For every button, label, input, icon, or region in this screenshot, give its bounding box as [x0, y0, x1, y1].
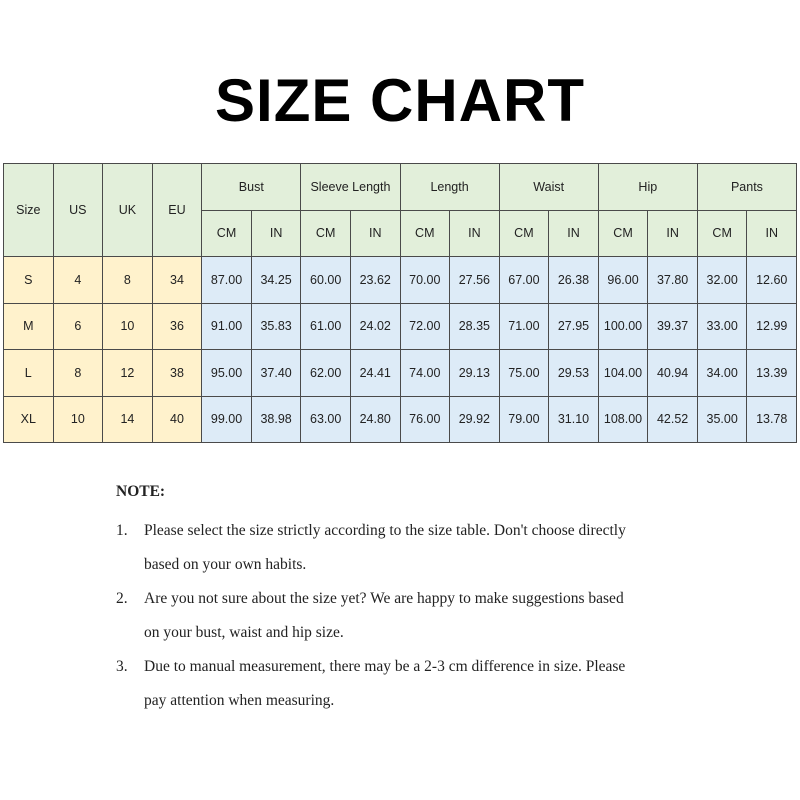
cell-value: 24.41	[350, 350, 400, 397]
cell-value: 35.00	[697, 396, 747, 443]
header-group-length: Length	[400, 164, 499, 211]
cell-value: 29.92	[450, 396, 500, 443]
note-line: based on your own habits.	[144, 556, 307, 573]
cell-value: 23.62	[350, 257, 400, 304]
cell-value: 13.78	[747, 396, 797, 443]
table-row	[4, 350, 797, 397]
cell-us: 10	[53, 396, 103, 443]
note-item	[116, 650, 716, 718]
unit-header-in: IN	[251, 210, 301, 257]
cell-value: 35.83	[251, 303, 301, 350]
unit-header-cm: CM	[301, 210, 351, 257]
cell-value: 29.13	[450, 350, 500, 397]
cell-value: 87.00	[202, 257, 252, 304]
cell-size: XL	[4, 396, 54, 443]
cell-value: 40.94	[648, 350, 698, 397]
notes-section	[116, 480, 716, 718]
cell-value: 27.56	[450, 257, 500, 304]
cell-value: 29.53	[549, 350, 599, 397]
header-group-hip: Hip	[598, 164, 697, 211]
cell-uk: 12	[103, 350, 153, 397]
unit-header-cm: CM	[400, 210, 450, 257]
header-eu: EU	[152, 164, 202, 257]
header-group-waist: Waist	[499, 164, 598, 211]
page-title: SIZE CHART	[215, 67, 585, 134]
cell-value: 33.00	[697, 303, 747, 350]
cell-value: 24.02	[350, 303, 400, 350]
header-group-pants: Pants	[697, 164, 796, 211]
cell-value: 100.00	[598, 303, 648, 350]
cell-value: 12.99	[747, 303, 797, 350]
cell-eu: 34	[152, 257, 202, 304]
cell-value: 37.40	[251, 350, 301, 397]
cell-eu: 36	[152, 303, 202, 350]
notes-title: NOTE:	[116, 483, 166, 500]
cell-value: 13.39	[747, 350, 797, 397]
cell-size: L	[4, 350, 54, 397]
header-group-bust: Bust	[202, 164, 301, 211]
unit-header-in: IN	[648, 210, 698, 257]
unit-header-in: IN	[747, 210, 797, 257]
cell-value: 31.10	[549, 396, 599, 443]
note-line: Due to manual measurement, there may be a 2-3 cm difference in size. Please	[144, 658, 626, 675]
note-line: Please select the size strictly according to the size table. Don't choose directly	[144, 522, 626, 539]
cell-size: M	[4, 303, 54, 350]
cell-value: 99.00	[202, 396, 252, 443]
cell-value: 67.00	[499, 257, 549, 304]
note-number: 1.	[116, 522, 128, 539]
cell-value: 76.00	[400, 396, 450, 443]
cell-value: 12.60	[747, 257, 797, 304]
cell-eu: 38	[152, 350, 202, 397]
cell-value: 71.00	[499, 303, 549, 350]
cell-value: 24.80	[350, 396, 400, 443]
header-uk: UK	[103, 164, 153, 257]
header-group-sleeve-length: Sleeve Length	[301, 164, 400, 211]
cell-value: 27.95	[549, 303, 599, 350]
cell-value: 63.00	[301, 396, 351, 443]
cell-us: 6	[53, 303, 103, 350]
cell-value: 108.00	[598, 396, 648, 443]
cell-value: 95.00	[202, 350, 252, 397]
table-row	[4, 396, 797, 443]
note-line: Are you not sure about the size yet? We are happy to make suggestions based	[144, 590, 624, 607]
table-row	[4, 257, 797, 304]
note-line: pay attention when measuring.	[144, 692, 335, 709]
cell-value: 62.00	[301, 350, 351, 397]
unit-header-cm: CM	[697, 210, 747, 257]
cell-eu: 40	[152, 396, 202, 443]
size-chart-table	[3, 163, 797, 443]
header-row	[4, 164, 797, 211]
cell-size: S	[4, 257, 54, 304]
cell-value: 32.00	[697, 257, 747, 304]
cell-value: 70.00	[400, 257, 450, 304]
cell-value: 75.00	[499, 350, 549, 397]
unit-header-in: IN	[350, 210, 400, 257]
note-item	[116, 514, 716, 582]
table-row	[4, 303, 797, 350]
cell-uk: 14	[103, 396, 153, 443]
unit-header-in: IN	[450, 210, 500, 257]
cell-uk: 10	[103, 303, 153, 350]
header-size: Size	[4, 164, 54, 257]
cell-value: 104.00	[598, 350, 648, 397]
note-number: 3.	[116, 658, 128, 675]
cell-value: 37.80	[648, 257, 698, 304]
cell-value: 79.00	[499, 396, 549, 443]
cell-value: 96.00	[598, 257, 648, 304]
cell-us: 8	[53, 350, 103, 397]
cell-value: 72.00	[400, 303, 450, 350]
cell-uk: 8	[103, 257, 153, 304]
cell-us: 4	[53, 257, 103, 304]
unit-header-in: IN	[549, 210, 599, 257]
header-us: US	[53, 164, 103, 257]
cell-value: 61.00	[301, 303, 351, 350]
note-item	[116, 582, 716, 650]
note-line: on your bust, waist and hip size.	[144, 624, 344, 641]
cell-value: 91.00	[202, 303, 252, 350]
cell-value: 34.25	[251, 257, 301, 304]
cell-value: 39.37	[648, 303, 698, 350]
cell-value: 42.52	[648, 396, 698, 443]
cell-value: 74.00	[400, 350, 450, 397]
unit-header-cm: CM	[499, 210, 549, 257]
note-number: 2.	[116, 590, 128, 607]
unit-header-cm: CM	[202, 210, 252, 257]
cell-value: 34.00	[697, 350, 747, 397]
cell-value: 60.00	[301, 257, 351, 304]
unit-header-cm: CM	[598, 210, 648, 257]
cell-value: 28.35	[450, 303, 500, 350]
cell-value: 26.38	[549, 257, 599, 304]
cell-value: 38.98	[251, 396, 301, 443]
